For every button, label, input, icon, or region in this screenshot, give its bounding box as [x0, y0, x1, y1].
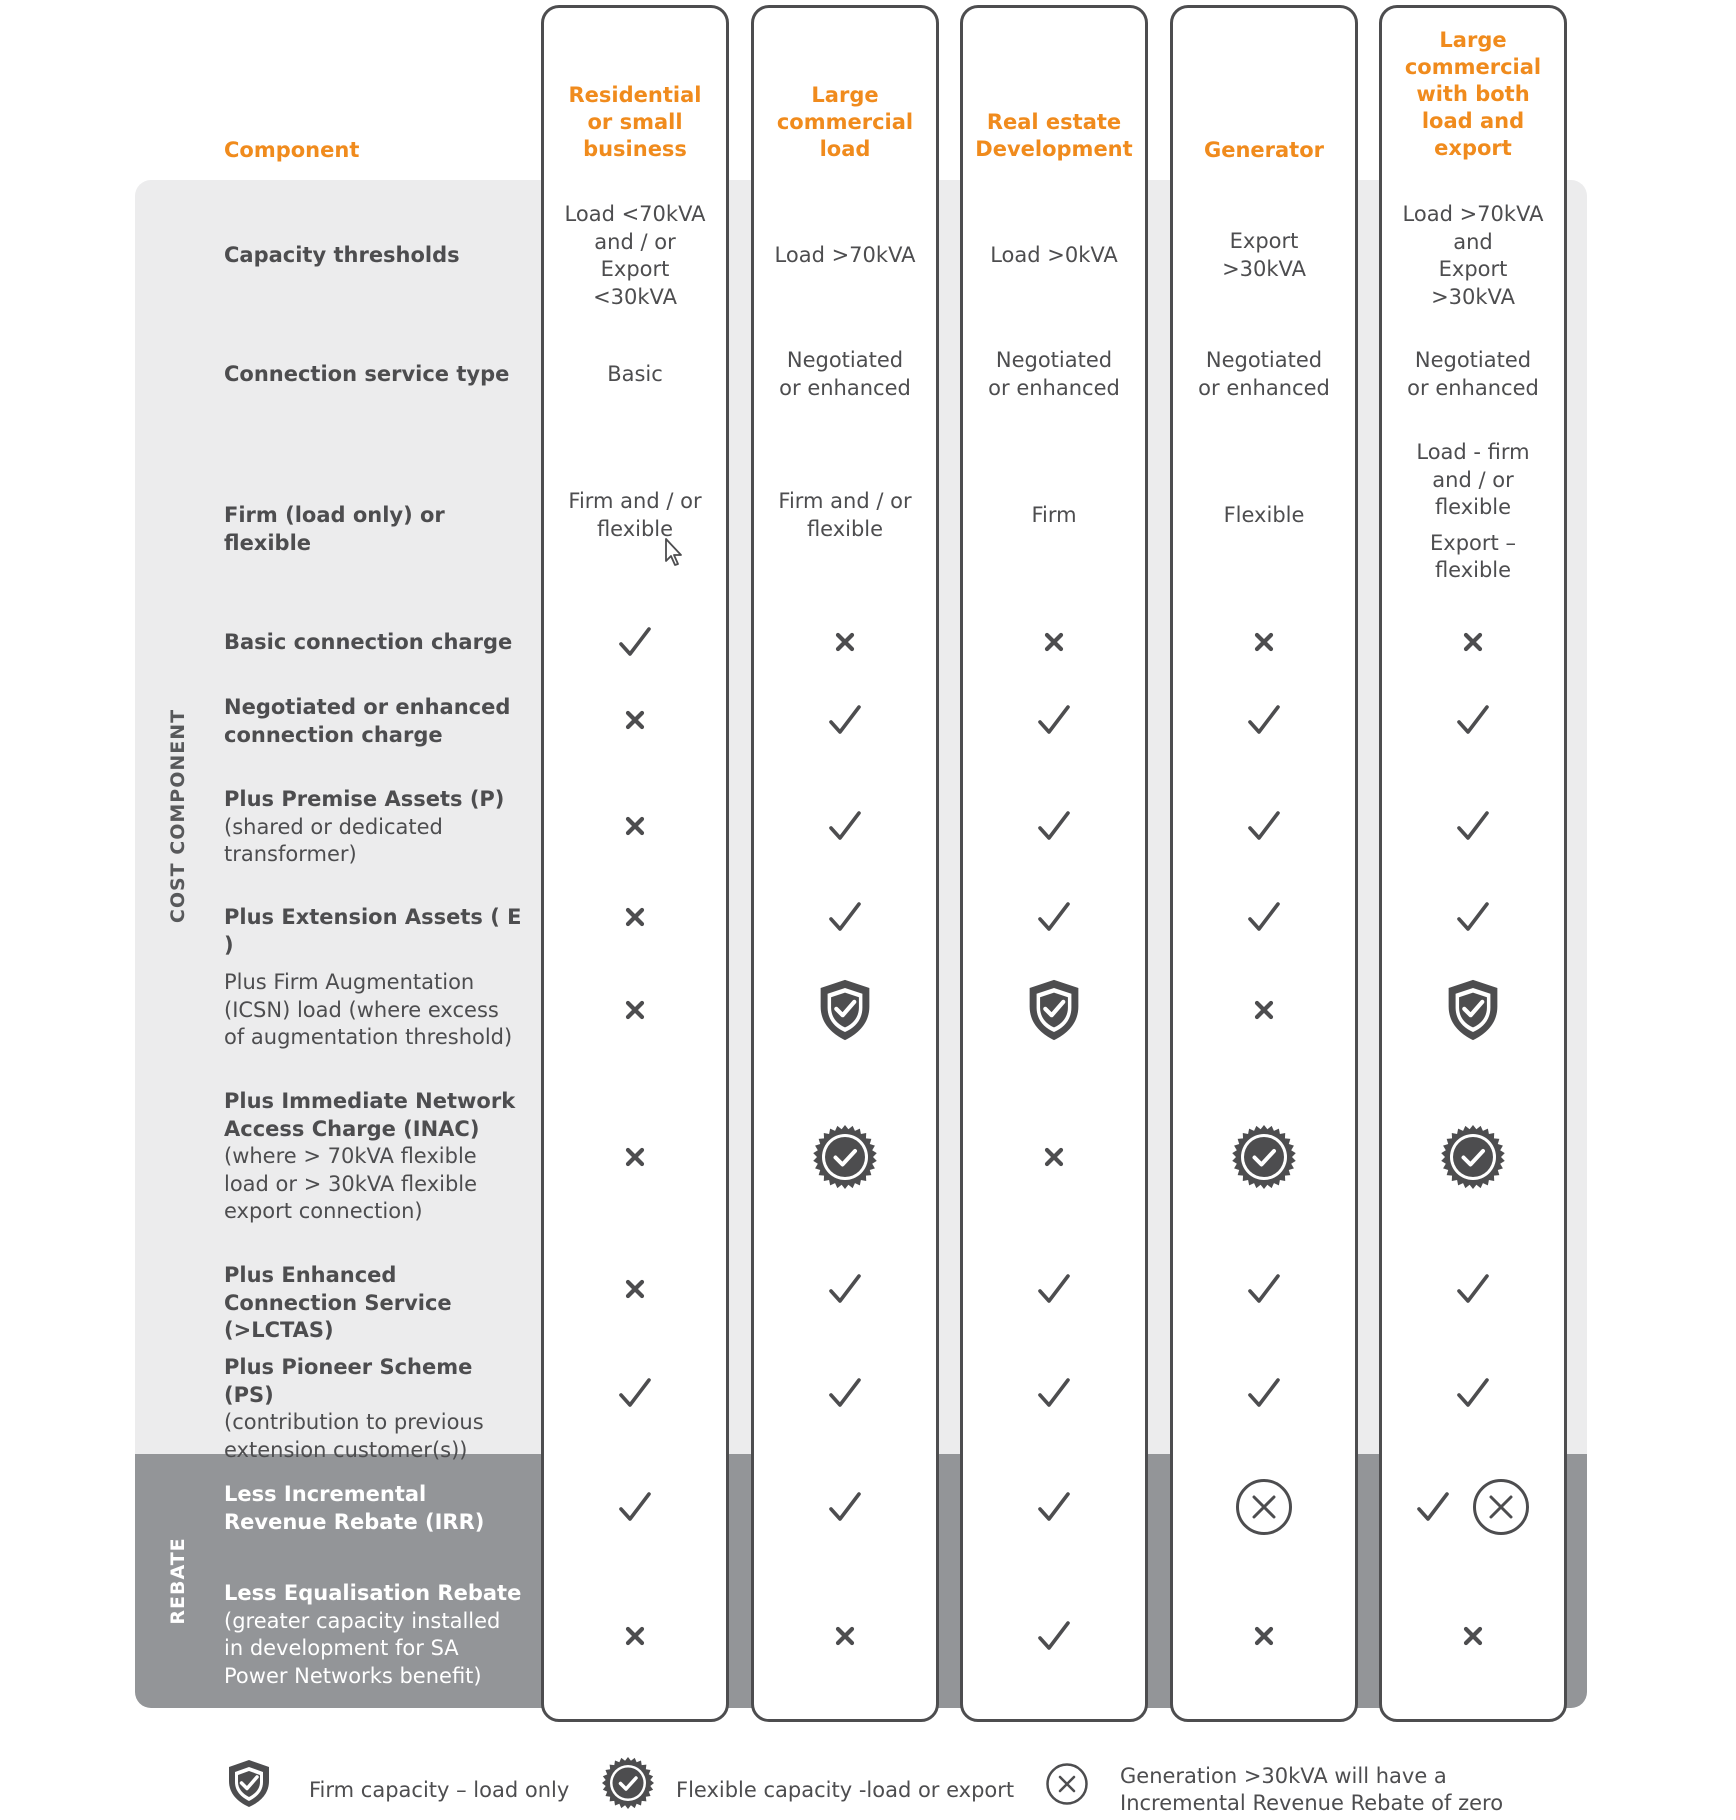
- cell-service-generator: Negotiated or enhanced: [1198, 348, 1330, 400]
- legend-firm-text: Firm capacity – load only: [309, 1778, 570, 1802]
- cross-icon: [1253, 999, 1275, 1021]
- cross-icon: [1462, 1625, 1484, 1647]
- component-header: Component: [224, 138, 360, 162]
- header-large-commercial-both: Large commercial with both load and export: [1404, 28, 1542, 160]
- check-icon: [1247, 901, 1281, 933]
- cross-icon: [624, 815, 646, 837]
- check-icon: [1456, 810, 1490, 842]
- cell-firm-real-estate: Firm: [1031, 503, 1077, 527]
- check-icon: [828, 901, 862, 933]
- legend-shield-icon: [224, 1757, 274, 1809]
- row-label-premise-assets: Plus Premise Assets (P) (shared or dedicated transformer): [224, 787, 505, 866]
- cross-icon: [1253, 1625, 1275, 1647]
- check-icon: [1037, 1273, 1071, 1305]
- check-icon: [1456, 901, 1490, 933]
- cross-icon: [834, 1625, 856, 1647]
- row-label-irr: Less Incremental Revenue Rebate (IRR): [224, 1482, 485, 1534]
- row-label-firm-flexible: Firm (load only) or flexible: [224, 503, 445, 555]
- cell-capacity-residential: Load <70kVA and / or Export <30kVA: [564, 202, 706, 309]
- check-icon: [1456, 1273, 1490, 1305]
- row-label-firm-augmentation: Plus Firm Augmentation (ICSN) load (where excess of augmentation threshold): [224, 970, 513, 1049]
- cell-capacity-generator: Export >30kVA: [1222, 229, 1306, 281]
- check-icon: [828, 1491, 862, 1523]
- cell-firm-generator: Flexible: [1223, 503, 1305, 527]
- shield-check-icon: [1444, 977, 1502, 1043]
- badge-check-icon: [1231, 1124, 1297, 1190]
- check-icon: [1456, 704, 1490, 736]
- shield-check-icon: [1025, 977, 1083, 1043]
- cell-capacity-large-commercial: Load >70kVA: [774, 243, 916, 267]
- cell-service-residential: Basic: [607, 362, 663, 386]
- cell-service-both: Negotiated or enhanced: [1407, 348, 1539, 400]
- row-label-negotiated-charge: Negotiated or enhanced connection charge: [224, 695, 511, 747]
- cell-service-large-commercial: Negotiated or enhanced: [779, 348, 911, 400]
- cross-icon: [1253, 631, 1275, 653]
- badge-check-icon: [1440, 1124, 1506, 1190]
- cross-icon: [624, 1625, 646, 1647]
- row-label-extension-assets: Plus Extension Assets ( E ): [224, 905, 522, 957]
- cross-icon: [624, 709, 646, 731]
- check-icon: [1037, 704, 1071, 736]
- check-icon: [1247, 704, 1281, 736]
- check-icon: [1037, 810, 1071, 842]
- cross-icon: [624, 1278, 646, 1300]
- check-icon: [828, 704, 862, 736]
- mouse-pointer-icon: [664, 537, 686, 567]
- cell-capacity-real-estate: Load >0kVA: [990, 243, 1118, 267]
- cross-icon: [834, 631, 856, 653]
- check-icon: [1037, 1377, 1071, 1409]
- header-real-estate: Real estate Development: [975, 110, 1133, 161]
- row-label-enhanced-service: Plus Enhanced Connection Service (>LCTAS): [224, 1263, 452, 1342]
- cross-icon: [624, 999, 646, 1021]
- header-residential: Residential or small business: [568, 83, 702, 161]
- check-icon: [828, 810, 862, 842]
- check-icon: [1037, 901, 1071, 933]
- cell-firm-large-commercial: Firm and / or flexible: [778, 489, 912, 541]
- row-label-service-type: Connection service type: [224, 362, 510, 386]
- check-icon: [1416, 1491, 1450, 1523]
- cross-icon: [624, 906, 646, 928]
- check-icon: [1037, 1620, 1071, 1652]
- check-icon: [618, 1491, 652, 1523]
- cell-firm-residential: Firm and / or flexible: [568, 489, 702, 541]
- cross-icon: [1043, 1146, 1065, 1168]
- rebate-label: REBATE: [167, 1537, 189, 1625]
- shield-check-icon: [816, 977, 874, 1043]
- row-label-basic-charge: Basic connection charge: [224, 630, 513, 654]
- circle-x-icon: [1472, 1478, 1530, 1536]
- cell-capacity-both: Load >70kVA and Export >30kVA: [1402, 202, 1544, 309]
- legend-flexible-text: Flexible capacity -load or export: [676, 1778, 1015, 1802]
- row-label-pioneer-scheme: Plus Pioneer Scheme (PS) (contribution to previous extension customer(s)): [224, 1355, 484, 1462]
- check-icon: [1456, 1377, 1490, 1409]
- check-icon: [618, 1377, 652, 1409]
- cell-firm-both: Load - firm and / or flexible Export – flexible: [1416, 440, 1530, 582]
- legend-badge-icon: [601, 1756, 655, 1810]
- check-icon: [828, 1377, 862, 1409]
- check-icon: [1247, 1273, 1281, 1305]
- cell-service-real-estate: Negotiated or enhanced: [988, 348, 1120, 400]
- row-label-inac: Plus Immediate Network Access Charge (INAC) (where > 70kVA flexible load or > 30kVA flexible export connection): [224, 1089, 516, 1223]
- cost-component-label: COST COMPONENT: [167, 708, 189, 924]
- cross-icon: [1462, 631, 1484, 653]
- check-icon: [828, 1273, 862, 1305]
- legend-generation-text: Generation >30kVA will have a Incremental Revenue Rebate of zero: [1120, 1764, 1504, 1815]
- check-icon: [1247, 1377, 1281, 1409]
- check-icon: [1247, 810, 1281, 842]
- cross-icon: [1043, 631, 1065, 653]
- row-label-equalisation: Less Equalisation Rebate (greater capacity installed in development for SA Power Networks benefit): [224, 1581, 522, 1688]
- circle-x-icon: [1235, 1478, 1293, 1536]
- header-large-commercial-load: Large commercial load: [776, 83, 914, 161]
- row-label-capacity: Capacity thresholds: [224, 243, 460, 267]
- header-generator: Generator: [1203, 138, 1325, 162]
- badge-check-icon: [812, 1124, 878, 1190]
- check-icon: [618, 626, 652, 658]
- check-icon: [1037, 1491, 1071, 1523]
- legend-circle-x-icon: [1045, 1762, 1089, 1806]
- cross-icon: [624, 1146, 646, 1168]
